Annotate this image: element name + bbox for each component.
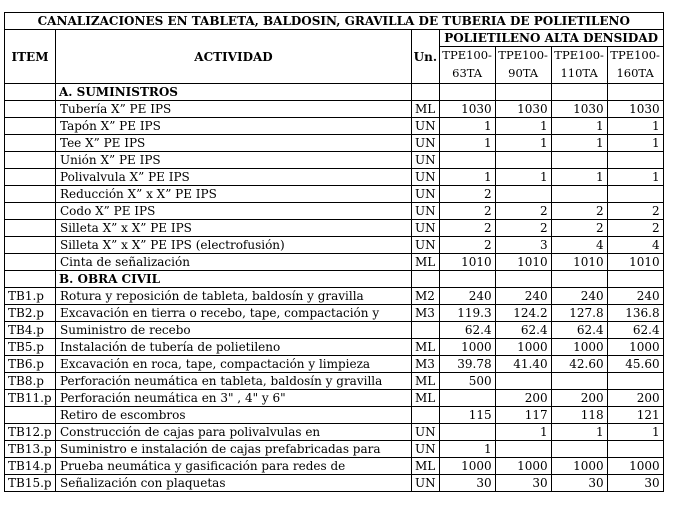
quantity-cell: 1: [495, 169, 551, 186]
quantity-cell: 1: [551, 424, 607, 441]
item-code-cell: [5, 186, 56, 203]
item-code-cell: [5, 407, 56, 424]
quantity-cell: [551, 373, 607, 390]
table-row: [5, 271, 664, 288]
quantity-cell: 30: [551, 475, 607, 492]
activity-cell: Tee X” PE IPS: [56, 135, 412, 152]
header-col-2-line2: 90TA: [495, 64, 551, 84]
quantity-cell: 39.78: [439, 356, 495, 373]
quantity-cell: 1: [439, 169, 495, 186]
quantity-cell: [607, 271, 663, 288]
canalizaciones-table: [4, 12, 664, 492]
table-row: [5, 186, 664, 203]
quantity-cell: 1: [551, 135, 607, 152]
header-unidad: Un.: [412, 30, 440, 84]
item-code-cell: TB1.p: [5, 288, 56, 305]
quantity-cell: [607, 373, 663, 390]
unit-cell: UN: [412, 237, 440, 254]
table-row: [5, 458, 664, 475]
section-heading-cell: B. OBRA CIVIL: [56, 271, 412, 288]
unit-cell: M2: [412, 288, 440, 305]
activity-cell: Rotura y reposición de tableta, baldosín y gravilla: [56, 288, 412, 305]
activity-cell: Polivalvula X” PE IPS: [56, 169, 412, 186]
quantity-cell: [495, 441, 551, 458]
quantity-cell: 42.60: [551, 356, 607, 373]
activity-cell: Reducción X” x X” PE IPS: [56, 186, 412, 203]
item-code-cell: TB14.p: [5, 458, 56, 475]
activity-cell: Suministro de recebo: [56, 322, 412, 339]
header-col-3-line1: TPE100-: [551, 47, 607, 64]
quantity-cell: 1010: [607, 254, 663, 271]
quantity-cell: 240: [607, 288, 663, 305]
activity-cell: Construcción de cajas para polivalvulas en: [56, 424, 412, 441]
quantity-cell: [495, 152, 551, 169]
table-row: [5, 424, 664, 441]
unit-cell: UN: [412, 203, 440, 220]
item-code-cell: [5, 220, 56, 237]
quantity-cell: 1: [495, 424, 551, 441]
quantity-cell: 1010: [439, 254, 495, 271]
header-col-1-line1: TPE100-: [439, 47, 495, 64]
quantity-cell: [439, 271, 495, 288]
header-group-polietileno: POLIETILENO ALTA DENSIDAD: [439, 30, 663, 47]
unit-cell: ML: [412, 254, 440, 271]
table-row: [5, 441, 664, 458]
quantity-cell: 2: [607, 203, 663, 220]
quantity-cell: 200: [607, 390, 663, 407]
activity-cell: Cinta de señalización: [56, 254, 412, 271]
activity-cell: Tubería X” PE IPS: [56, 101, 412, 118]
quantity-cell: 118: [551, 407, 607, 424]
item-code-cell: [5, 101, 56, 118]
activity-cell: Prueba neumática y gasificación para redes de: [56, 458, 412, 475]
quantity-cell: 62.4: [495, 322, 551, 339]
quantity-cell: 2: [439, 220, 495, 237]
table-row: [5, 169, 664, 186]
quantity-cell: 1: [439, 118, 495, 135]
quantity-cell: 2: [551, 220, 607, 237]
unit-cell: [412, 322, 440, 339]
quantity-cell: [439, 390, 495, 407]
item-code-cell: [5, 254, 56, 271]
quantity-cell: 1030: [439, 101, 495, 118]
unit-cell: M3: [412, 305, 440, 322]
quantity-cell: 240: [551, 288, 607, 305]
unit-cell: ML: [412, 458, 440, 475]
quantity-cell: 62.4: [551, 322, 607, 339]
quantity-cell: 1000: [439, 458, 495, 475]
table-row: [5, 101, 664, 118]
item-code-cell: [5, 237, 56, 254]
quantity-cell: [607, 84, 663, 101]
table-row: [5, 237, 664, 254]
quantity-cell: 1000: [607, 458, 663, 475]
unit-cell: UN: [412, 475, 440, 492]
item-code-cell: TB12.p: [5, 424, 56, 441]
quantity-cell: [495, 84, 551, 101]
quantity-cell: 4: [551, 237, 607, 254]
quantity-cell: 1: [439, 441, 495, 458]
item-code-cell: [5, 203, 56, 220]
quantity-cell: 240: [495, 288, 551, 305]
quantity-cell: 62.4: [439, 322, 495, 339]
quantity-cell: 4: [607, 237, 663, 254]
unit-cell: UN: [412, 424, 440, 441]
item-code-cell: TB4.p: [5, 322, 56, 339]
quantity-cell: [607, 186, 663, 203]
quantity-cell: 1000: [551, 458, 607, 475]
activity-cell: Suministro e instalación de cajas prefabricadas para: [56, 441, 412, 458]
item-code-cell: [5, 135, 56, 152]
unit-cell: [412, 407, 440, 424]
header-row-1: [5, 30, 664, 47]
header-item: ITEM: [5, 30, 56, 84]
activity-cell: Silleta X” x X” PE IPS (electrofusión): [56, 237, 412, 254]
quantity-cell: 1: [551, 118, 607, 135]
table-title: CANALIZACIONES EN TABLETA, BALDOSIN, GRAVILLA DE TUBERIA DE POLIETILENO: [5, 13, 664, 30]
quantity-cell: 1000: [439, 339, 495, 356]
quantity-cell: 30: [495, 475, 551, 492]
header-col-4-line1: TPE100-: [607, 47, 663, 64]
quantity-cell: 3: [495, 237, 551, 254]
quantity-cell: 2: [607, 220, 663, 237]
table-row: [5, 475, 664, 492]
quantity-cell: 1: [495, 135, 551, 152]
quantity-cell: 2: [551, 203, 607, 220]
table-row: [5, 152, 664, 169]
quantity-cell: 2: [439, 203, 495, 220]
table-row: [5, 203, 664, 220]
quantity-cell: 136.8: [607, 305, 663, 322]
unit-cell: ML: [412, 373, 440, 390]
activity-cell: Excavación en tierra o recebo, tape, compactación y: [56, 305, 412, 322]
header-actividad: ACTIVIDAD: [56, 30, 412, 84]
item-code-cell: [5, 271, 56, 288]
item-code-cell: [5, 152, 56, 169]
item-code-cell: [5, 169, 56, 186]
quantity-cell: 1010: [495, 254, 551, 271]
table-row: [5, 220, 664, 237]
activity-cell: Perforación neumática en tableta, baldosín y gravilla: [56, 373, 412, 390]
header-col-3-line2: 110TA: [551, 64, 607, 84]
quantity-cell: 121: [607, 407, 663, 424]
quantity-cell: [551, 186, 607, 203]
quantity-cell: 45.60: [607, 356, 663, 373]
quantity-cell: [551, 152, 607, 169]
quantity-cell: 1: [607, 118, 663, 135]
quantity-cell: 41.40: [495, 356, 551, 373]
table-row: [5, 390, 664, 407]
quantity-cell: 1: [607, 424, 663, 441]
activity-cell: Codo X” PE IPS: [56, 203, 412, 220]
item-code-cell: TB8.p: [5, 373, 56, 390]
table-row: [5, 84, 664, 101]
quantity-cell: 62.4: [607, 322, 663, 339]
table-row: [5, 288, 664, 305]
item-code-cell: [5, 118, 56, 135]
unit-cell: UN: [412, 118, 440, 135]
quantity-cell: 1000: [495, 339, 551, 356]
section-heading-cell: A. SUMINISTROS: [56, 84, 412, 101]
quantity-cell: [551, 84, 607, 101]
quantity-cell: 119.3: [439, 305, 495, 322]
table-row: [5, 305, 664, 322]
item-code-cell: TB13.p: [5, 441, 56, 458]
quantity-cell: [551, 441, 607, 458]
table-row: [5, 322, 664, 339]
header-col-1-line2: 63TA: [439, 64, 495, 84]
activity-cell: Señalización con plaquetas: [56, 475, 412, 492]
unit-cell: UN: [412, 135, 440, 152]
item-code-cell: [5, 84, 56, 101]
quantity-cell: [495, 373, 551, 390]
quantity-cell: 2: [439, 186, 495, 203]
quantity-cell: [607, 441, 663, 458]
unit-cell: [412, 84, 440, 101]
table-row: [5, 373, 664, 390]
quantity-cell: 117: [495, 407, 551, 424]
quantity-cell: 127.8: [551, 305, 607, 322]
activity-cell: Silleta X” x X” PE IPS: [56, 220, 412, 237]
unit-cell: [412, 271, 440, 288]
table-row: [5, 339, 664, 356]
quantity-cell: [439, 424, 495, 441]
quantity-cell: 200: [551, 390, 607, 407]
unit-cell: ML: [412, 390, 440, 407]
quantity-cell: [439, 84, 495, 101]
quantity-cell: 1030: [551, 101, 607, 118]
quantity-cell: [495, 186, 551, 203]
quantity-cell: 1030: [607, 101, 663, 118]
unit-cell: ML: [412, 339, 440, 356]
title-row: [5, 13, 664, 30]
activity-cell: Instalación de tubería de polietileno: [56, 339, 412, 356]
quantity-cell: 500: [439, 373, 495, 390]
quantity-cell: 200: [495, 390, 551, 407]
quantity-cell: 1: [607, 135, 663, 152]
activity-cell: Unión X” PE IPS: [56, 152, 412, 169]
item-code-cell: TB6.p: [5, 356, 56, 373]
activity-cell: Tapón X” PE IPS: [56, 118, 412, 135]
quantity-cell: 30: [607, 475, 663, 492]
unit-cell: M3: [412, 356, 440, 373]
table-row: [5, 356, 664, 373]
item-code-cell: TB5.p: [5, 339, 56, 356]
quantity-cell: 1: [495, 118, 551, 135]
quantity-cell: 2: [495, 203, 551, 220]
unit-cell: UN: [412, 169, 440, 186]
table-row: [5, 118, 664, 135]
quantity-cell: 240: [439, 288, 495, 305]
quantity-cell: 115: [439, 407, 495, 424]
header-col-4-line2: 160TA: [607, 64, 663, 84]
activity-cell: Retiro de escombros: [56, 407, 412, 424]
unit-cell: UN: [412, 186, 440, 203]
quantity-cell: 30: [439, 475, 495, 492]
unit-cell: UN: [412, 441, 440, 458]
quantity-cell: [439, 152, 495, 169]
header-col-2-line1: TPE100-: [495, 47, 551, 64]
quantity-cell: [607, 152, 663, 169]
quantity-cell: [551, 271, 607, 288]
quantity-cell: 1000: [551, 339, 607, 356]
quantity-cell: 1: [439, 135, 495, 152]
quantity-cell: [495, 271, 551, 288]
unit-cell: ML: [412, 101, 440, 118]
item-code-cell: TB2.p: [5, 305, 56, 322]
table-row: [5, 254, 664, 271]
activity-cell: Perforación neumática en 3" , 4" y 6": [56, 390, 412, 407]
quantity-cell: 2: [439, 237, 495, 254]
item-code-cell: TB15.p: [5, 475, 56, 492]
table-row: [5, 135, 664, 152]
unit-cell: UN: [412, 152, 440, 169]
quantity-cell: 2: [495, 220, 551, 237]
quantity-cell: 1000: [495, 458, 551, 475]
quantity-cell: 124.2: [495, 305, 551, 322]
item-code-cell: TB11.p: [5, 390, 56, 407]
quantity-cell: 1010: [551, 254, 607, 271]
quantity-cell: 1: [551, 169, 607, 186]
table-row: [5, 407, 664, 424]
quantity-cell: 1: [607, 169, 663, 186]
activity-cell: Excavación en roca, tape, compactación y limpieza: [56, 356, 412, 373]
quantity-cell: 1030: [495, 101, 551, 118]
unit-cell: UN: [412, 220, 440, 237]
quantity-cell: 1000: [607, 339, 663, 356]
